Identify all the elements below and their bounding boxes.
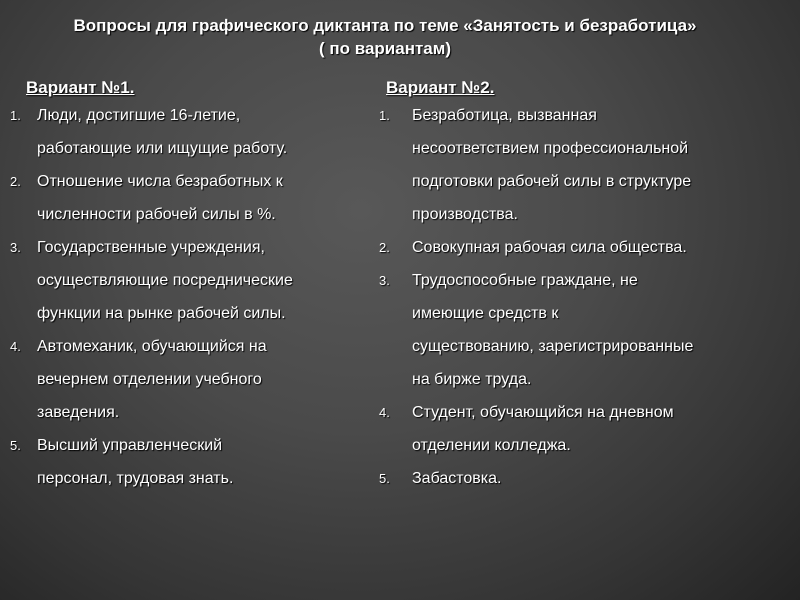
item-text: Забастовка. (412, 470, 502, 487)
item-text: Автомеханик, обучающийся на вечернем отделении учебного заведения. (37, 338, 267, 421)
variant-1-list (0, 99, 372, 495)
item-number: 5. (379, 471, 390, 486)
title-line-2: ( по вариантам) (318, 39, 451, 58)
item-number: 4. (379, 405, 390, 420)
item-number: 2. (379, 240, 390, 255)
item-text: Люди, достигшие 16-летие, работающие или ищущие работу. (37, 107, 288, 157)
item-text: Студент, обучающийся на дневном отделении колледжа. (412, 404, 674, 454)
list-item (377, 99, 787, 231)
list-item (0, 330, 372, 429)
variant-2-list (377, 99, 787, 495)
item-text: Государственные учреждения, осуществляющие посреднические функции на рынке рабочей силы. (37, 239, 293, 322)
list-item (377, 396, 787, 462)
list-item (0, 429, 372, 495)
item-text: Трудоспособные граждане, не имеющие средств к существованию, зарегистрированные на бирже труда. (412, 272, 694, 388)
item-number: 4. (10, 339, 21, 354)
item-text: Безработица, вызванная несоответствием профессиональной подготовки рабочей силы в структуре производства. (412, 107, 692, 223)
list-item (0, 165, 372, 231)
list-item (0, 99, 372, 165)
item-number: 3. (379, 273, 390, 288)
item-number: 3. (10, 240, 21, 255)
list-item (377, 462, 787, 495)
list-item (377, 264, 787, 396)
item-number: 5. (10, 438, 21, 453)
list-item (0, 231, 372, 330)
variant-2-heading: Вариант №2. (386, 78, 495, 97)
slide-title (0, 14, 770, 60)
item-text: Совокупная рабочая сила общества. (412, 239, 687, 256)
variant-1-heading: Вариант №1. (26, 78, 135, 97)
item-number: 1. (10, 108, 21, 123)
list-item (377, 231, 787, 264)
item-text: Высший управленческий персонал, трудовая знать. (37, 437, 234, 487)
item-number: 1. (379, 108, 390, 123)
item-number: 2. (10, 174, 21, 189)
item-text: Отношение числа безработных к численности рабочей силы в %. (37, 173, 283, 223)
title-line-1: Вопросы для графического диктанта по теме «Занятость и безработица» (73, 16, 697, 35)
